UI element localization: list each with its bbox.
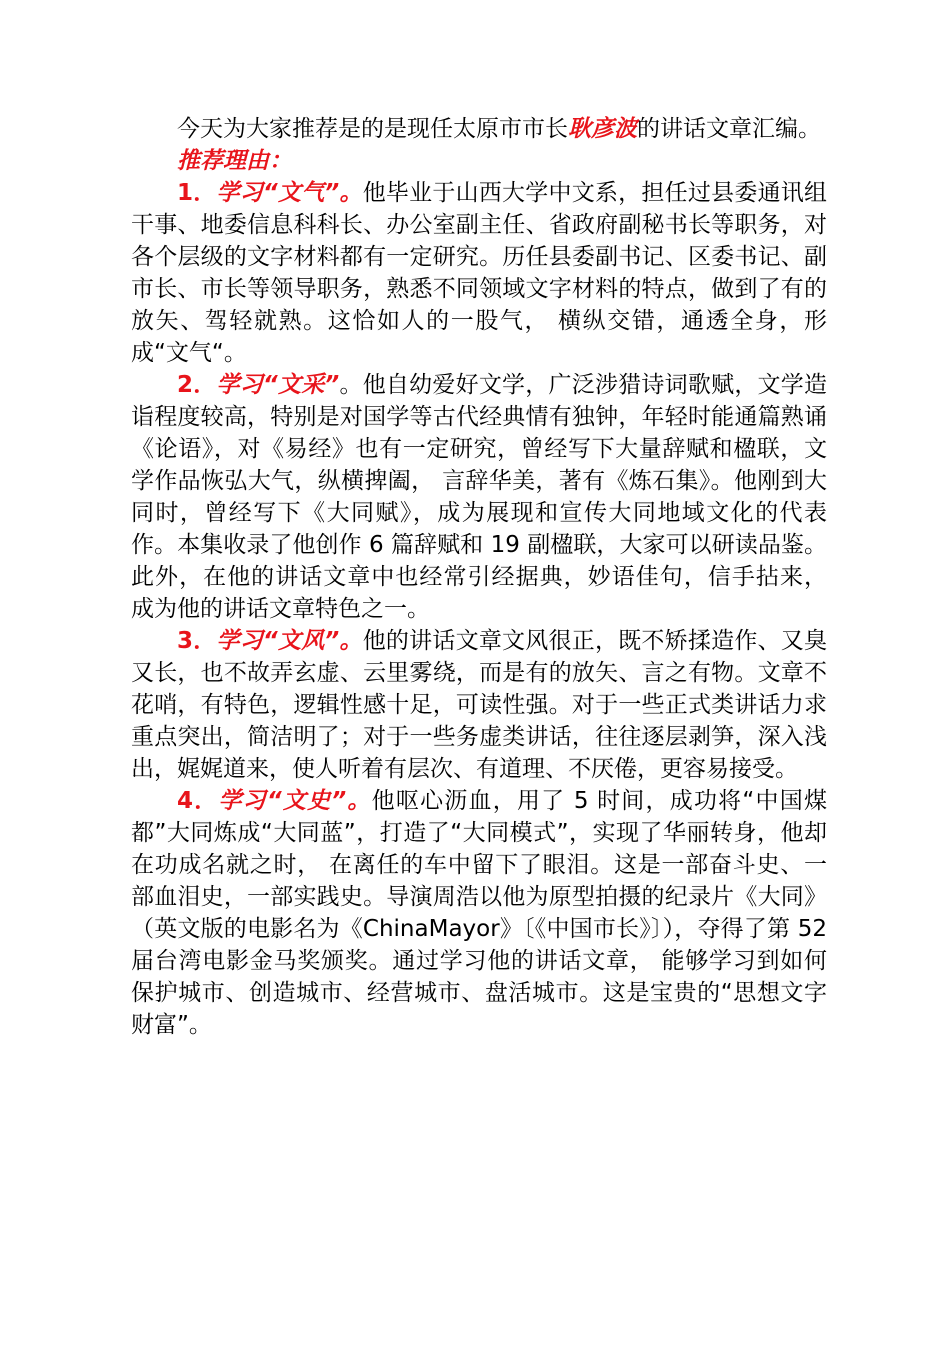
section-3-title: 学习“文风”。 <box>216 628 363 654</box>
section-3-number: 3． <box>177 628 217 654</box>
section-3-paragraph <box>131 625 827 785</box>
intro-paragraph <box>131 113 827 145</box>
section-3-text: 他的讲话文章文风很正，既不矫揉造作、又臭又长，也不故弄玄虚、云里雾绕，而是有的放矢、言之有物。文章不花哨，有特色，逻辑性感十足，可读性强。对于一些正式类讲话力求重点突出，简洁明了；对于一些务虚类讲话，往往逐层剥笋，深入浅出，娓娓道来，使人听着有层次、有道理、不厌倦，更容易接受。 <box>131 628 827 782</box>
reasons-heading: 推荐理由： <box>177 148 292 174</box>
intro-prefix: 今天为大家推荐是的是现任太原市市长 <box>177 116 568 142</box>
section-4-text: 他呕心沥血，用了 5 时间，成功将“中国煤都”大同炼成“大同蓝”，打造了“大同模式”，实现了华丽转身，他却在功成名就之时， 在离任的车中留下了眼泪。这是一部奋斗史、一部血泪史，一部实践史。导演周浩以他为原型拍摄的纪录片《大同》（英文版的电影名为《ChinaMayor》〔《中国市长》〕），夺得了第 52 届台湾电影金马奖颁奖。通过学习他的讲话文章， 能够学习到如何保护城市、创造城市、经营城市、盘活城市。这是宝贵的“思想文字财富”。 <box>131 788 827 1038</box>
section-2-title: 学习“文采” <box>216 372 340 398</box>
section-2-number: 2． <box>177 372 217 398</box>
section-2-paragraph <box>131 369 827 625</box>
section-2-text: 。他自幼爱好文学，广泛涉猎诗词歌赋，文学造诣程度较高，特别是对国学等古代经典情有独钟，年轻时能通篇熟诵《论语》，对《易经》也有一定研究，曾经写下大量辞赋和楹联，文学作品恢弘大气，纵横捭阖， 言辞华美，著有《炼石集》。他刚到大同时，曾经写下《大同赋》，成为展现和宣传大同地域文化的代表作。本集收录了他创作 6 篇辞赋和 19 副楹联，大家可以研读品鉴。此外，在他的讲话文章中也经常引经据典，妙语佳句，信手拈来， 成为他的讲话文章特色之一。 <box>131 372 827 622</box>
section-1-text: 他毕业于山西大学中文系，担任过县委通讯组干事、地委信息科科长、办公室副主任、省政府副秘书长等职务，对各个层级的文字材料都有一定研究。历任县委副书记、区委书记、副市长、市长等领导职务，熟悉不同领域文字材料的特点，做到了有的放矢、驾轻就熟。这恰如人的一股气， 横纵交错，通透全身，形成“文气“。 <box>131 180 827 366</box>
section-4-paragraph <box>131 785 827 1041</box>
section-4-title: 学习“文史”。 <box>218 788 372 814</box>
document-body <box>131 113 827 1041</box>
intro-suffix: 的讲话文章汇编。 <box>637 116 821 142</box>
section-1-paragraph <box>131 177 827 369</box>
section-1-title: 学习“文气”。 <box>216 180 363 206</box>
mayor-name: 耿彦波 <box>568 116 637 142</box>
section-1-number: 1． <box>177 180 217 206</box>
section-4-number: 4． <box>177 788 219 814</box>
